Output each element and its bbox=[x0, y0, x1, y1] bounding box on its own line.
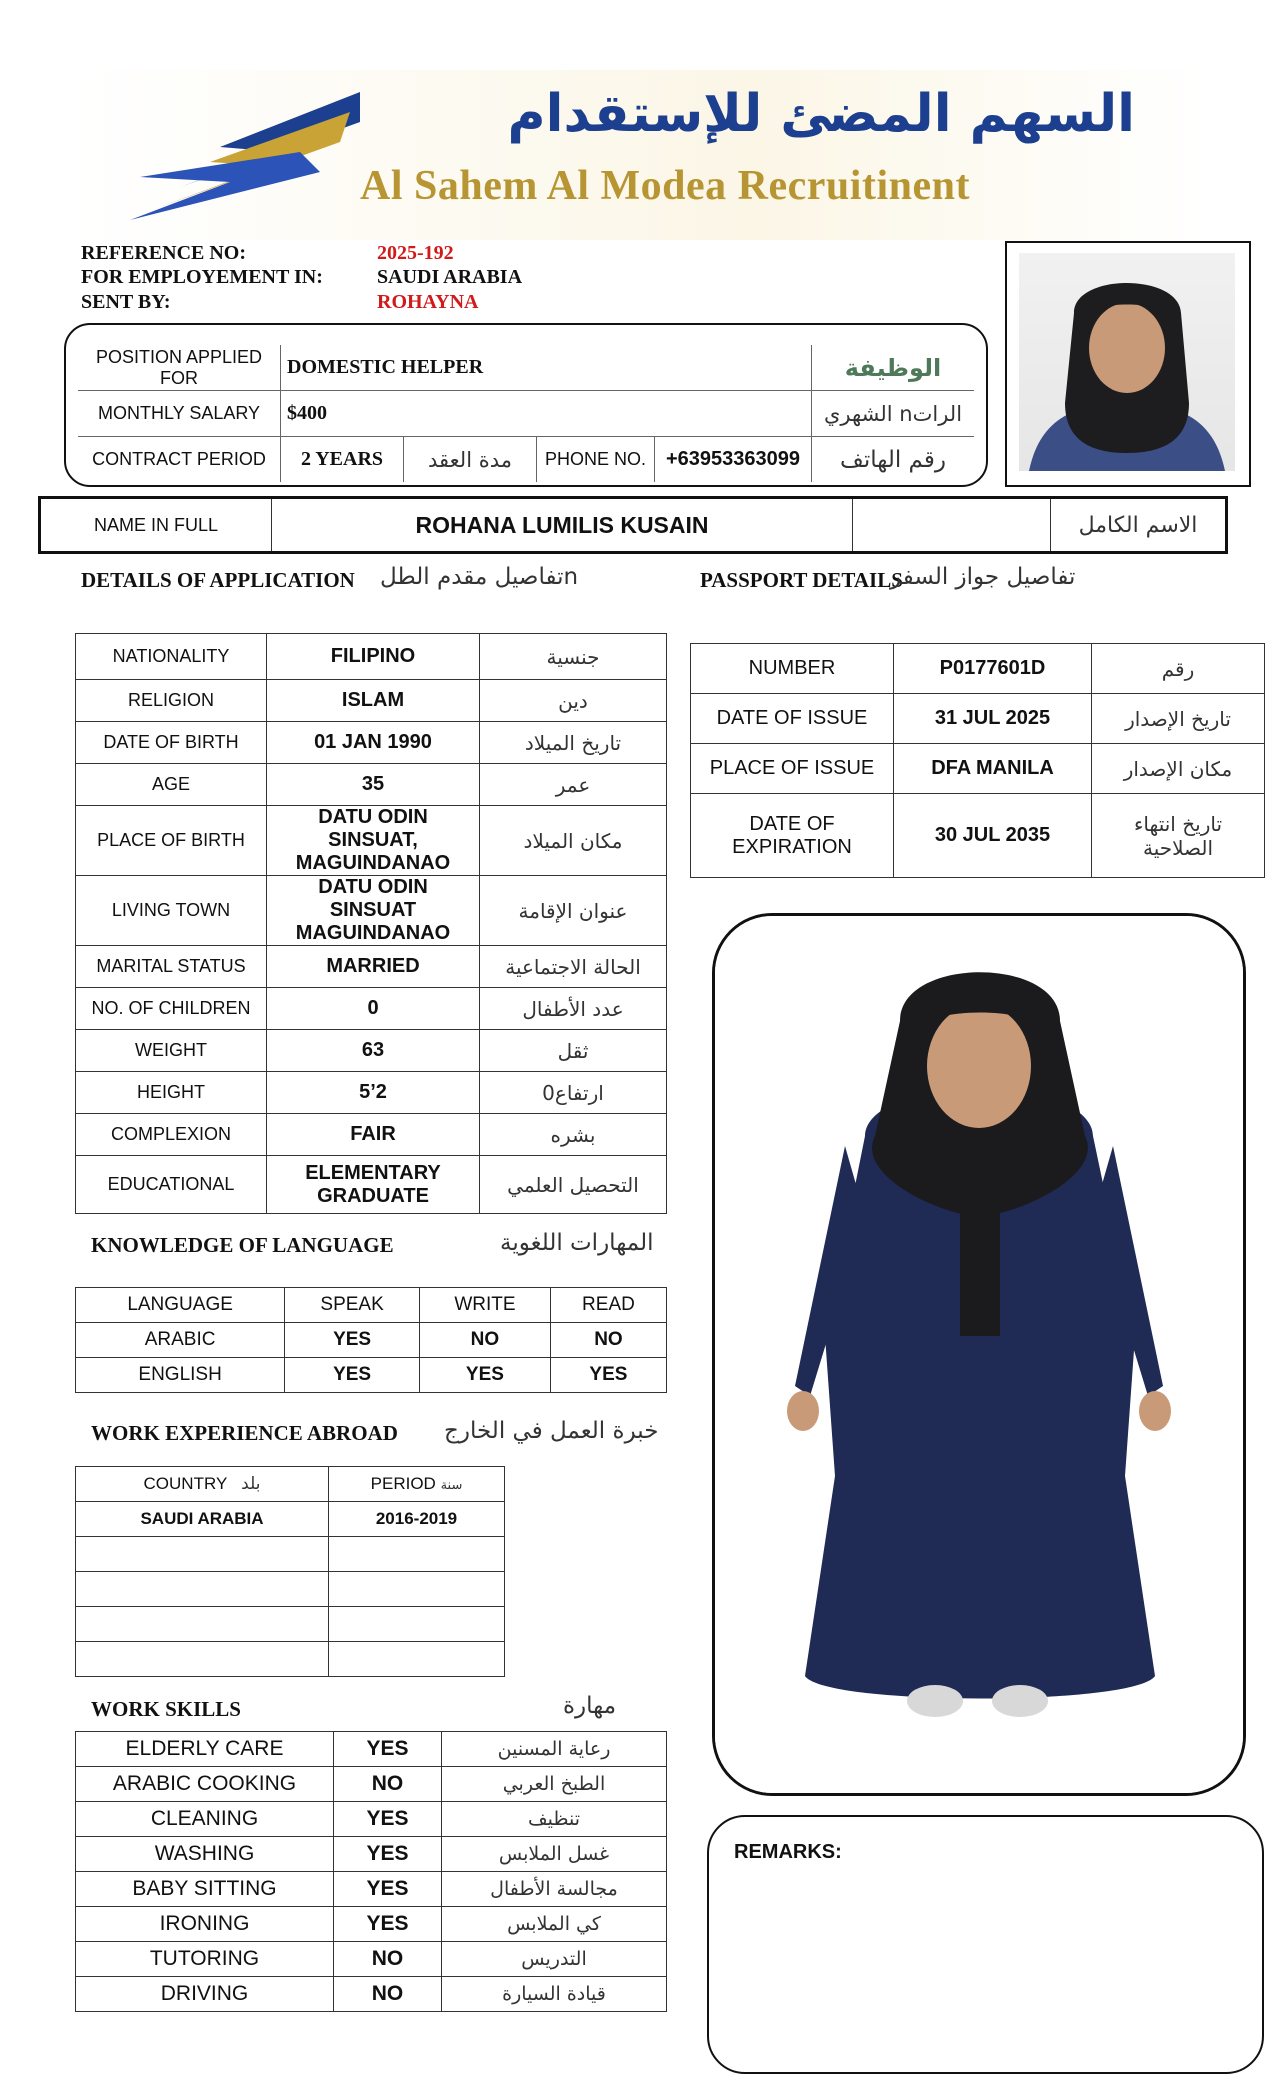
name-empty-cell bbox=[853, 499, 1051, 551]
skill-value: YES bbox=[334, 1802, 442, 1837]
skill-value: NO bbox=[334, 1977, 442, 2012]
application-row-label: MARITAL STATUS bbox=[76, 946, 267, 988]
country-header-label: COUNTRY bbox=[143, 1474, 227, 1493]
remarks-label: REMARKS: bbox=[734, 1841, 842, 1863]
application-row-label: AGE bbox=[76, 764, 267, 806]
skill-arabic: رعاية المسنين bbox=[442, 1732, 667, 1767]
salary-label-arabic: الراتn الشهري bbox=[812, 391, 975, 437]
application-row-arabic: مكان الميلاد bbox=[480, 806, 667, 876]
brand-name-english: Al Sahem Al Modea Recruitinent bbox=[360, 163, 970, 209]
position-label-arabic: الوظيفة bbox=[812, 345, 975, 391]
application-details-table bbox=[75, 633, 667, 1214]
passport-row bbox=[691, 794, 1265, 878]
passport-row bbox=[691, 644, 1265, 694]
skill-row bbox=[76, 1767, 667, 1802]
application-row-value: ISLAM bbox=[267, 680, 480, 722]
application-row bbox=[76, 946, 667, 988]
skills-section-title: WORK SKILLS bbox=[91, 1697, 241, 1721]
skill-label: ARABIC COOKING bbox=[76, 1767, 334, 1802]
work-experience-empty-row bbox=[76, 1607, 505, 1642]
skill-label: CLEANING bbox=[76, 1802, 334, 1837]
passport-row bbox=[691, 744, 1265, 794]
period-header-arabic: سنة bbox=[440, 1478, 463, 1493]
name-label-arabic: الاسم الكامل bbox=[1051, 499, 1226, 551]
skill-label: WASHING bbox=[76, 1837, 334, 1872]
application-row-label: HEIGHT bbox=[76, 1072, 267, 1114]
skill-row bbox=[76, 1942, 667, 1977]
skill-arabic: الطبخ العربي bbox=[442, 1767, 667, 1802]
application-row-label: EDUCATIONAL bbox=[76, 1156, 267, 1214]
passport-row-label: DATE OF ISSUE bbox=[691, 694, 894, 744]
application-section-title: DETAILS OF APPLICATION bbox=[81, 568, 355, 592]
language-cell: ENGLISH bbox=[76, 1358, 285, 1393]
contract-label: CONTRACT PERIOD bbox=[78, 437, 281, 483]
portrait-figure-icon bbox=[1019, 253, 1235, 471]
application-row-label: WEIGHT bbox=[76, 1030, 267, 1072]
skill-value: NO bbox=[334, 1942, 442, 1977]
application-row-value: DATU ODIN SINSUAT, MAGUINDANAO bbox=[267, 806, 480, 876]
language-header-cell: LANGUAGE bbox=[76, 1288, 285, 1323]
skill-arabic: قيادة السيارة bbox=[442, 1977, 667, 2012]
passport-section-title-arabic: تفاصيل جواز السفر bbox=[890, 564, 1076, 590]
application-row-arabic: دين bbox=[480, 680, 667, 722]
employment-value: SAUDI ARABIA bbox=[377, 266, 523, 288]
application-row-label: NO. OF CHILDREN bbox=[76, 988, 267, 1030]
application-row bbox=[76, 722, 667, 764]
language-cell: NO bbox=[550, 1323, 666, 1358]
remarks-box bbox=[707, 1815, 1264, 2074]
position-value: DOMESTIC HELPER bbox=[281, 345, 812, 391]
skill-arabic: التدريس bbox=[442, 1942, 667, 1977]
work-experience-row bbox=[76, 1502, 505, 1537]
work-experience-section-title-arabic: خبرة العمل في الخارج bbox=[444, 1418, 659, 1444]
work-experience-empty-cell bbox=[329, 1572, 505, 1607]
skill-arabic: كي الملابس bbox=[442, 1907, 667, 1942]
passport-row-label: PLACE OF ISSUE bbox=[691, 744, 894, 794]
application-row-arabic: التحصيل العلمي bbox=[480, 1156, 667, 1214]
application-row-value: FAIR bbox=[267, 1114, 480, 1156]
application-row bbox=[76, 1156, 667, 1214]
applicant-full-name: ROHANA LUMILIS KUSAIN bbox=[272, 499, 853, 551]
passport-row-arabic: رقم bbox=[1092, 644, 1265, 694]
language-section-title: KNOWLEDGE OF LANGUAGE bbox=[91, 1233, 394, 1257]
application-row-value: ELEMENTARY GRADUATE bbox=[267, 1156, 480, 1214]
skill-value: NO bbox=[334, 1767, 442, 1802]
passport-row-arabic: تاريخ انتهاء الصلاحية bbox=[1092, 794, 1265, 878]
skill-label: ELDERLY CARE bbox=[76, 1732, 334, 1767]
skill-value: YES bbox=[334, 1837, 442, 1872]
work-experience-empty-cell bbox=[76, 1642, 329, 1677]
passport-row bbox=[691, 694, 1265, 744]
phone-label: PHONE NO. bbox=[537, 437, 655, 483]
skill-value: YES bbox=[334, 1907, 442, 1942]
applicant-full-body-photo bbox=[712, 913, 1246, 1796]
passport-row-arabic: مكان الإصدار bbox=[1092, 744, 1265, 794]
position-info-box bbox=[64, 323, 988, 487]
country-header-arabic: بلد bbox=[241, 1474, 261, 1494]
skill-arabic: تنظيف bbox=[442, 1802, 667, 1837]
application-row-label: LIVING TOWN bbox=[76, 876, 267, 946]
application-row-label: COMPLEXION bbox=[76, 1114, 267, 1156]
work-experience-empty-row bbox=[76, 1572, 505, 1607]
position-label: POSITION APPLIED FOR bbox=[78, 345, 281, 391]
work-skills-table bbox=[75, 1731, 667, 2012]
language-header-cell: WRITE bbox=[419, 1288, 550, 1323]
passport-row-label: NUMBER bbox=[691, 644, 894, 694]
language-section-title-arabic: المهارات اللغوية bbox=[500, 1230, 654, 1256]
name-label: NAME IN FULL bbox=[41, 499, 272, 551]
brand-name-arabic: السهم المضئ للإستقدام bbox=[507, 84, 1135, 144]
application-row-arabic: ثقل bbox=[480, 1030, 667, 1072]
passport-details-table bbox=[690, 643, 1265, 878]
skill-row bbox=[76, 1907, 667, 1942]
language-row bbox=[76, 1323, 667, 1358]
language-row bbox=[76, 1358, 667, 1393]
period-header-label: PERIOD bbox=[370, 1474, 436, 1493]
work-experience-table bbox=[75, 1466, 505, 1677]
application-row-arabic: عنوان الإقامة bbox=[480, 876, 667, 946]
skill-row bbox=[76, 1802, 667, 1837]
skill-row bbox=[76, 1732, 667, 1767]
application-row bbox=[76, 1114, 667, 1156]
application-row bbox=[76, 806, 667, 876]
application-row-arabic: عدد الأطفال bbox=[480, 988, 667, 1030]
application-row-value: 35 bbox=[267, 764, 480, 806]
application-section-title-arabic: تفاصيل مقدم الطلn bbox=[380, 564, 579, 590]
application-row bbox=[76, 876, 667, 946]
salary-label: MONTHLY SALARY bbox=[78, 391, 281, 437]
contract-label-arabic: مدة العقد bbox=[404, 437, 537, 483]
sent-by-label: SENT BY: bbox=[81, 291, 171, 313]
skill-label: TUTORING bbox=[76, 1942, 334, 1977]
application-row-arabic: بشره bbox=[480, 1114, 667, 1156]
application-row-value: 5’2 bbox=[267, 1072, 480, 1114]
work-experience-empty-cell bbox=[76, 1537, 329, 1572]
language-cell: YES bbox=[550, 1358, 666, 1393]
passport-row-label: DATE OF EXPIRATION bbox=[691, 794, 894, 878]
work-experience-empty-cell bbox=[329, 1537, 505, 1572]
language-header-cell: READ bbox=[550, 1288, 666, 1323]
company-header bbox=[80, 70, 1205, 240]
application-row-arabic: جنسية bbox=[480, 634, 667, 680]
skills-section-title-arabic: مهارة bbox=[563, 1693, 617, 1719]
application-row-arabic: عمر bbox=[480, 764, 667, 806]
application-row bbox=[76, 1072, 667, 1114]
application-row-value: 0 bbox=[267, 988, 480, 1030]
application-row-value: MARRIED bbox=[267, 946, 480, 988]
work-experience-empty-cell bbox=[329, 1642, 505, 1677]
work-experience-cell: SAUDI ARABIA bbox=[76, 1502, 329, 1537]
application-row-arabic: الحالة الاجتماعية bbox=[480, 946, 667, 988]
work-experience-empty-cell bbox=[76, 1572, 329, 1607]
salary-value: $400 bbox=[281, 391, 812, 437]
language-header-cell: SPEAK bbox=[285, 1288, 420, 1323]
language-cell: YES bbox=[419, 1358, 550, 1393]
skill-label: IRONING bbox=[76, 1907, 334, 1942]
phone-label-arabic: رقم الهاتف bbox=[812, 437, 975, 483]
phone-value: +63953363099 bbox=[655, 437, 812, 483]
passport-section-title: PASSPORT DETAILS bbox=[700, 568, 903, 592]
passport-row-value: 31 JUL 2025 bbox=[894, 694, 1092, 744]
skill-label: BABY SITTING bbox=[76, 1872, 334, 1907]
employment-label: FOR EMPLOYEMENT IN: bbox=[81, 266, 323, 288]
language-cell: NO bbox=[419, 1323, 550, 1358]
reference-value: 2025-192 bbox=[377, 242, 454, 264]
work-experience-empty-row bbox=[76, 1642, 505, 1677]
skill-value: YES bbox=[334, 1732, 442, 1767]
period-header bbox=[329, 1467, 505, 1502]
application-row bbox=[76, 634, 667, 680]
skill-arabic: غسل الملابس bbox=[442, 1837, 667, 1872]
passport-row-value: DFA MANILA bbox=[894, 744, 1092, 794]
reference-label: REFERENCE NO: bbox=[81, 242, 247, 264]
work-experience-empty-cell bbox=[329, 1607, 505, 1642]
skill-row bbox=[76, 1837, 667, 1872]
skill-label: DRIVING bbox=[76, 1977, 334, 2012]
application-row-label: NATIONALITY bbox=[76, 634, 267, 680]
application-row-value: 01 JAN 1990 bbox=[267, 722, 480, 764]
skill-arabic: مجالسة الأطفال bbox=[442, 1872, 667, 1907]
skill-value: YES bbox=[334, 1872, 442, 1907]
language-cell: YES bbox=[285, 1358, 420, 1393]
passport-row-value: 30 JUL 2035 bbox=[894, 794, 1092, 878]
application-row bbox=[76, 1030, 667, 1072]
application-row-value: 63 bbox=[267, 1030, 480, 1072]
applicant-portrait-photo bbox=[1005, 241, 1251, 487]
work-experience-empty-row bbox=[76, 1537, 505, 1572]
application-row-arabic: تاريخ الميلاد bbox=[480, 722, 667, 764]
application-row bbox=[76, 988, 667, 1030]
arrow-logo-icon bbox=[120, 92, 360, 222]
language-cell: ARABIC bbox=[76, 1323, 285, 1358]
full-body-figure-icon bbox=[715, 916, 1243, 1793]
passport-row-arabic: تاريخ الإصدار bbox=[1092, 694, 1265, 744]
work-experience-section-title: WORK EXPERIENCE ABROAD bbox=[91, 1421, 398, 1445]
skill-row bbox=[76, 1872, 667, 1907]
application-row bbox=[76, 680, 667, 722]
full-name-bar bbox=[38, 496, 1228, 554]
work-experience-cell: 2016-2019 bbox=[329, 1502, 505, 1537]
passport-row-value: P0177601D bbox=[894, 644, 1092, 694]
application-row-value: FILIPINO bbox=[267, 634, 480, 680]
language-cell: YES bbox=[285, 1323, 420, 1358]
sent-by-value: ROHAYNA bbox=[377, 291, 479, 313]
contract-value: 2 YEARS bbox=[281, 437, 404, 483]
application-row-arabic: ارتفاع0 bbox=[480, 1072, 667, 1114]
application-row bbox=[76, 764, 667, 806]
language-table bbox=[75, 1287, 667, 1393]
skill-row bbox=[76, 1977, 667, 2012]
language-header-row bbox=[76, 1288, 667, 1323]
country-header bbox=[76, 1467, 329, 1502]
work-experience-empty-cell bbox=[76, 1607, 329, 1642]
application-row-value: DATU ODIN SINSUAT MAGUINDANAO bbox=[267, 876, 480, 946]
application-row-label: RELIGION bbox=[76, 680, 267, 722]
application-row-label: PLACE OF BIRTH bbox=[76, 806, 267, 876]
application-row-label: DATE OF BIRTH bbox=[76, 722, 267, 764]
